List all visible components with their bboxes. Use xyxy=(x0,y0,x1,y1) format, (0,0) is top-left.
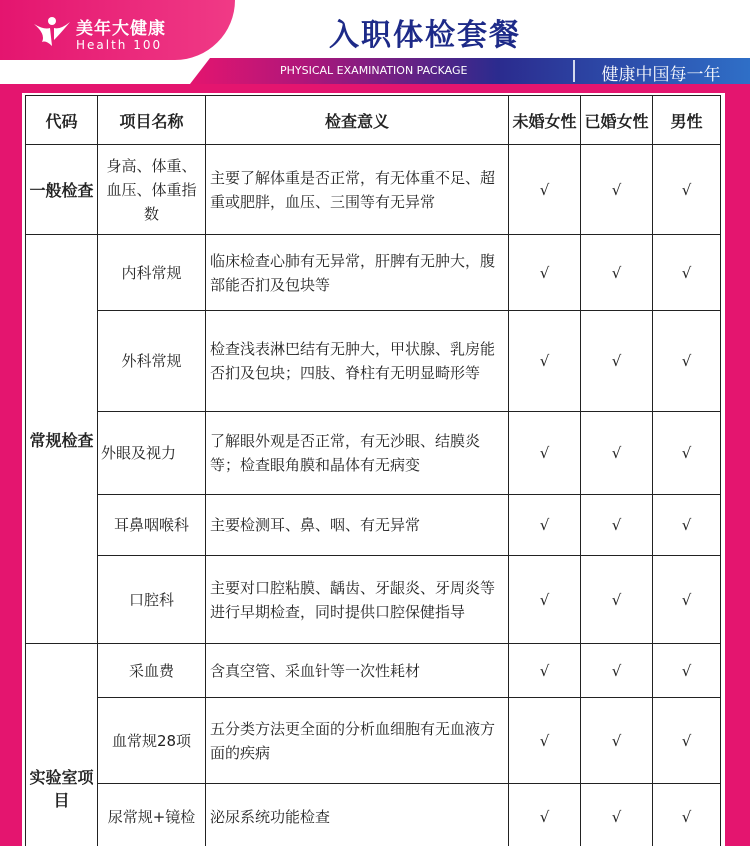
table-row xyxy=(26,412,721,495)
check-male: √ xyxy=(653,311,721,412)
item-meaning: 主要检测耳、鼻、咽、有无异常 xyxy=(206,495,509,556)
banner-slogan: 健康中国每一年 xyxy=(573,60,743,82)
header-male: 男性 xyxy=(653,96,721,145)
check-married: √ xyxy=(581,412,653,495)
check-unmarried: √ xyxy=(509,784,581,846)
check-married: √ xyxy=(581,145,653,235)
header-married-female: 已婚女性 xyxy=(581,96,653,145)
check-male: √ xyxy=(653,644,721,698)
table-row xyxy=(26,644,721,698)
exam-table xyxy=(25,95,721,846)
item-meaning: 五分类方法更全面的分析血细胞有无血液方面的疾病 xyxy=(206,698,509,784)
item-meaning: 含真空管、采血针等一次性耗材 xyxy=(206,644,509,698)
check-male: √ xyxy=(653,495,721,556)
check-married: √ xyxy=(581,556,653,644)
item-name: 口腔科 xyxy=(98,556,206,644)
check-married: √ xyxy=(581,644,653,698)
logo-text-cn: 美年大健康 xyxy=(76,19,166,39)
item-meaning: 了解眼外观是否正常，有无沙眼、结膜炎等；检查眼角膜和晶体有无病变 xyxy=(206,412,509,495)
item-name: 外科常规 xyxy=(98,311,206,412)
check-unmarried: √ xyxy=(509,412,581,495)
check-unmarried: √ xyxy=(509,311,581,412)
page-title: 入职体检套餐 xyxy=(329,18,521,53)
item-meaning: 主要了解体重是否正常，有无体重不足、超重或肥胖，血压、三围等有无异常 xyxy=(206,145,509,235)
item-name: 血常规28项 xyxy=(98,698,206,784)
check-married: √ xyxy=(581,235,653,311)
brand-logo xyxy=(0,0,235,60)
check-unmarried: √ xyxy=(509,145,581,235)
check-male: √ xyxy=(653,412,721,495)
table-row xyxy=(26,495,721,556)
item-name: 身高、体重、血压、体重指数 xyxy=(98,145,206,235)
banner-subtitle: PHYSICAL EXAMINATION PACKAGE xyxy=(280,64,468,77)
item-meaning: 检查浅表淋巴结有无肿大，甲状腺、乳房能否扪及包块；四肢、脊柱有无明显畸形等 xyxy=(206,311,509,412)
table-row xyxy=(26,145,721,235)
check-married: √ xyxy=(581,495,653,556)
check-married: √ xyxy=(581,784,653,846)
check-unmarried: √ xyxy=(509,235,581,311)
item-meaning: 泌尿系统功能检查 xyxy=(206,784,509,846)
table-row xyxy=(26,311,721,412)
header-item: 项目名称 xyxy=(98,96,206,145)
item-name: 内科常规 xyxy=(98,235,206,311)
group-code: 实验室项目 xyxy=(26,644,98,846)
logo-text-en: Health 100 xyxy=(76,38,163,52)
item-name: 耳鼻咽喉科 xyxy=(98,495,206,556)
table-row xyxy=(26,556,721,644)
item-meaning: 临床检查心肺有无异常，肝脾有无肿大，腹部能否扪及包块等 xyxy=(206,235,509,311)
check-unmarried: √ xyxy=(509,698,581,784)
table-header-row xyxy=(26,96,721,145)
package-card xyxy=(22,93,725,846)
check-unmarried: √ xyxy=(509,556,581,644)
check-married: √ xyxy=(581,311,653,412)
item-name: 采血费 xyxy=(98,644,206,698)
check-married: √ xyxy=(581,698,653,784)
check-male: √ xyxy=(653,235,721,311)
check-male: √ xyxy=(653,145,721,235)
item-name: 尿常规+镜检 xyxy=(98,784,206,846)
item-name: 外眼及视力 xyxy=(98,412,206,495)
check-male: √ xyxy=(653,784,721,846)
item-meaning: 主要对口腔粘膜、龋齿、牙龈炎、牙周炎等进行早期检查，同时提供口腔保健指导 xyxy=(206,556,509,644)
check-unmarried: √ xyxy=(509,644,581,698)
check-male: √ xyxy=(653,556,721,644)
logo-figure-icon xyxy=(32,16,72,48)
table-row xyxy=(26,784,721,846)
group-code: 常规检查 xyxy=(26,235,98,644)
header-unmarried-female: 未婚女性 xyxy=(509,96,581,145)
header-meaning: 检查意义 xyxy=(206,96,509,145)
group-code: 一般检查 xyxy=(26,145,98,235)
check-unmarried: √ xyxy=(509,495,581,556)
header-code: 代码 xyxy=(26,96,98,145)
check-male: √ xyxy=(653,698,721,784)
header xyxy=(0,0,750,84)
table-row xyxy=(26,235,721,311)
table-row xyxy=(26,698,721,784)
